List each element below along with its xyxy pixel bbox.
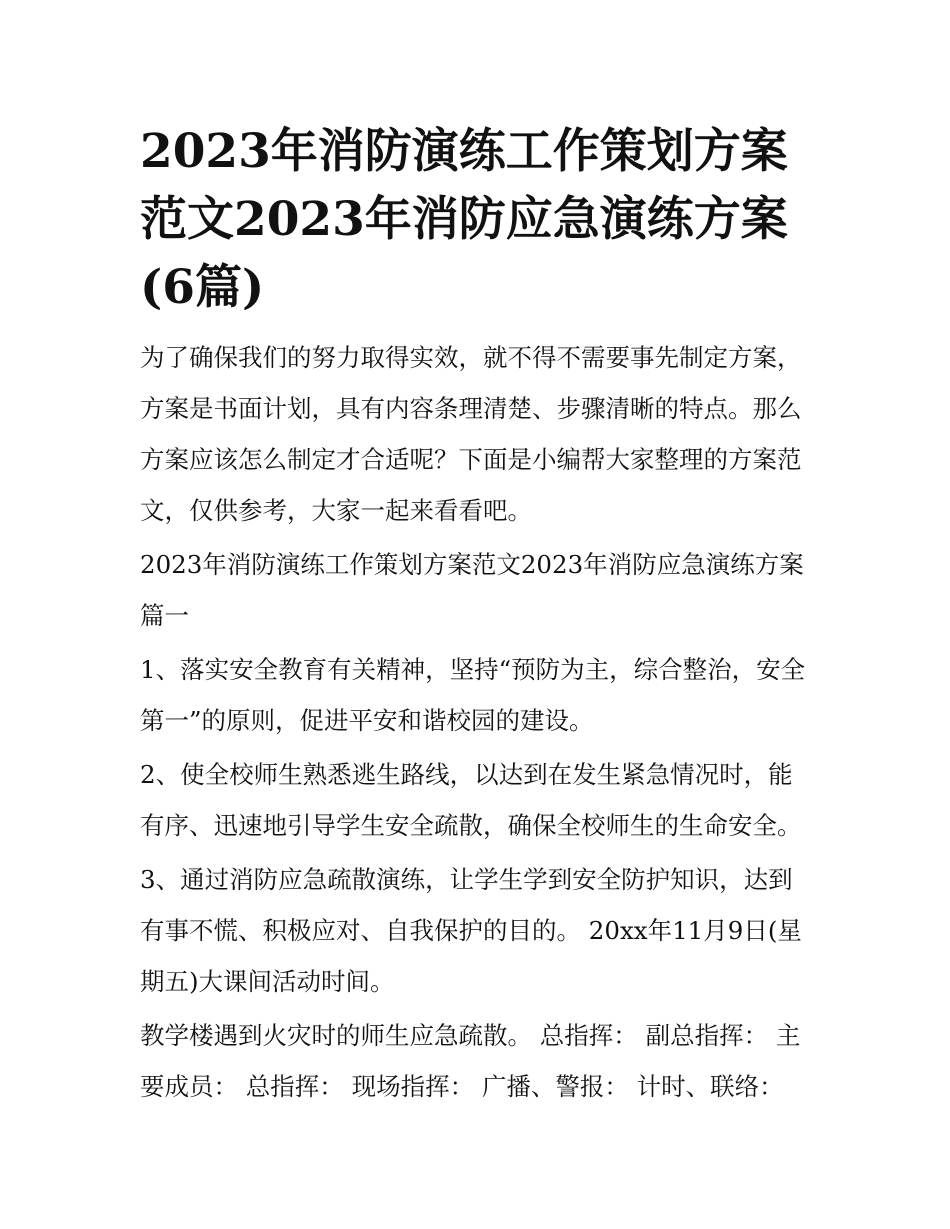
goal-item-2: 2、使全校师生熟悉逃生路线，以达到在发生紧急情况时，能有序、迅速地引导学生安全疏散，确保全校师生的生命安全。 [140, 760, 802, 840]
document-body [140, 118, 815, 1115]
goal-item-1: 1、落实安全教育有关精神，坚持“预防为主，综合整治，安全第一”的原则，促进平安和谐校园的建设。 [140, 655, 806, 735]
document-title: 2023年消防演练工作策划方案范文2023年消防应急演练方案(6篇) [140, 124, 788, 315]
section-heading: 2023年消防演练工作策划方案范文2023年消防应急演练方案篇一 [140, 550, 804, 630]
organization-paragraph: 教学楼遇到火灾时的师生应急疏散。 总指挥： 副总指挥： 主要成员： 总指挥： 现场指挥： 广播、警报： 计时、联络： [140, 1021, 801, 1101]
intro-paragraph: 为了确保我们的努力取得实效，就不得不需要事先制定方案，方案是书面计划，具有内容条理清楚、步骤清晰的特点。那么方案应该怎么制定才合适呢？下面是小编帮大家整理的方案范文，仅供参考，大家一起来看看吧。 [140, 343, 802, 525]
goal-item-3: 3、通过消防应急疏散演练，让学生学到安全防护知识，达到有事不慌、积极应对、自我保护的目的。 20xx年11月9日(星期五)大课间活动时间。 [140, 865, 802, 996]
